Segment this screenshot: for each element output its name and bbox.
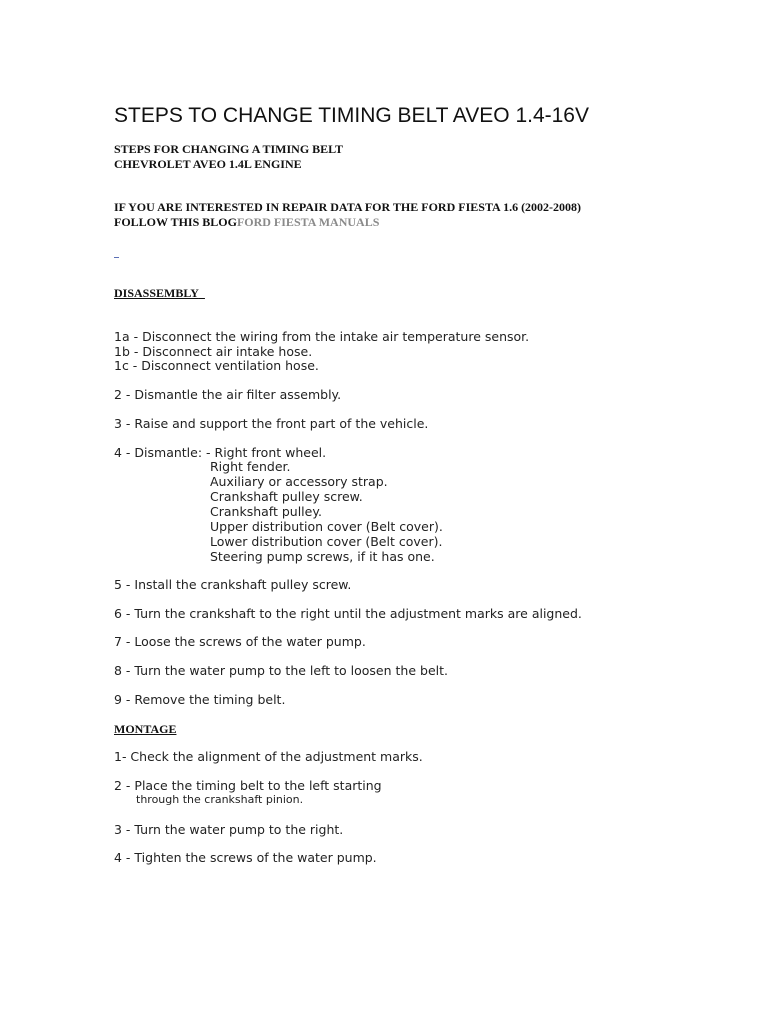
step-1c: 1c - Disconnect ventilation hose. <box>114 358 319 373</box>
disassembly-heading: DISASSEMBLY <box>114 286 199 300</box>
montage-heading: MONTAGE <box>114 722 177 736</box>
step-1a: 1a - Disconnect the wiring from the intake air temperature sensor. <box>114 329 530 344</box>
step-3: 3 - Raise and support the front part of the vehicle. <box>114 416 429 431</box>
notice-line-1: IF YOU ARE INTERESTED IN REPAIR DATA FOR THE FORD FIESTA 1.6 (2002-2008) <box>114 200 582 214</box>
step-2: 2 - Dismantle the air filter assembly. <box>114 387 342 402</box>
step-1b: 1b - Disconnect air intake hose. <box>114 344 313 359</box>
document-title: STEPS TO CHANGE TIMING BELT AVEO 1.4-16V <box>114 104 589 127</box>
montage-step-3: 3 - Turn the water pump to the right. <box>114 822 344 837</box>
notice-prefix: FOLLOW THIS BLOG <box>114 215 237 229</box>
step-5: 5 - Install the crankshaft pulley screw. <box>114 577 352 592</box>
montage-step-2-continued: through the crankshaft pinion. <box>136 793 304 806</box>
step-8: 8 - Turn the water pump to the left to loosen the belt. <box>114 663 448 678</box>
ford-fiesta-manuals-link[interactable]: FORD FIESTA MANUALS <box>236 215 380 229</box>
montage-step-4: 4 - Tighten the screws of the water pump. <box>114 850 377 865</box>
step-6: 6 - Turn the crankshaft to the right until the adjustment marks are aligned. <box>114 606 582 621</box>
subtitle-line-2: CHEVROLET AVEO 1.4L ENGINE <box>114 157 302 171</box>
notice-line-2 <box>114 215 379 230</box>
step-4: 4 - Dismantle: - Right front wheel. <box>114 445 327 460</box>
step-9: 9 - Remove the timing belt. <box>114 692 286 707</box>
step-7: 7 - Loose the screws of the water pump. <box>114 634 366 649</box>
empty-link[interactable] <box>114 248 119 258</box>
montage-step-2: 2 - Place the timing belt to the left starting <box>114 778 382 793</box>
montage-step-1: 1- Check the alignment of the adjustment marks. <box>114 749 423 764</box>
subtitle-line-1: STEPS FOR CHANGING A TIMING BELT <box>114 142 344 156</box>
